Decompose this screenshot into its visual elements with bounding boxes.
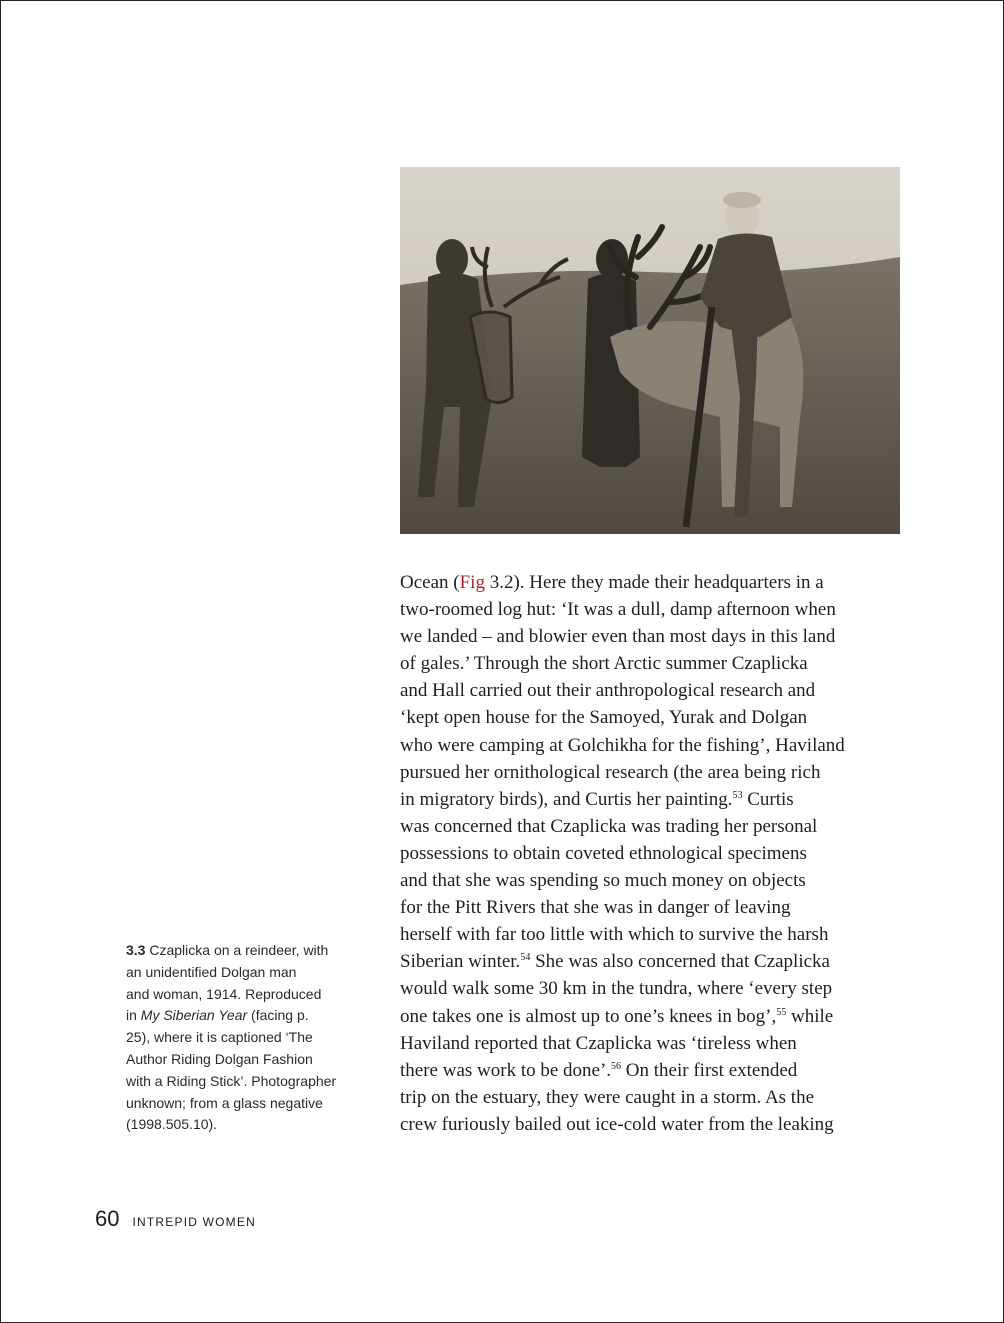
footnote-54-marker[interactable]: 54 [520,952,531,964]
body-line: would walk some 30 km in the tundra, where ‘every step [400,978,833,1000]
body-line: possessions to obtain coveted ethnological specimens [400,842,807,864]
page-number: 60 [95,1206,120,1231]
footnote-55-marker[interactable]: 55 [776,1006,787,1018]
body-line: crew furiously bailed out ice-cold water from the leaking [400,1113,834,1135]
footnote-53-marker[interactable]: 53 [732,789,743,801]
body-line: one takes one is almost up to one’s knees in bog’,$^{55}$ while [400,1005,834,1027]
figure-3-3-photograph [400,167,900,534]
caption-line: an unidentified Dolgan man [126,963,297,980]
book-title: My Siberian Year [140,1007,248,1024]
body-line: pursued her ornithological research (the area being rich [400,761,821,783]
caption-line: 25), where it is captioned ‘The [126,1029,313,1046]
reindeer-photo-image [400,167,900,534]
caption-line: in My Siberian Year (facing p. [126,1007,309,1024]
body-line: who were camping at Golchikha for the fishing’, Haviland [400,734,845,756]
caption-line: with a Riding Stick’. Photographer [126,1072,337,1089]
running-title: INTREPID WOMEN [132,1215,256,1229]
body-line: Ocean (Fig 3.2). Here they made their headquarters in a [400,572,824,593]
body-line: in migratory birds), and Curtis her painting.$^{53}$ Curtis [400,788,794,810]
figure-number: 3.3 [126,942,146,958]
figure-3-2-reference-link[interactable]: Fig [459,572,485,593]
body-line: herself with far too little with which to survive the harsh [400,924,829,946]
body-line: was concerned that Czaplicka was trading her personal [400,815,818,837]
body-line: Haviland reported that Czaplicka was ‘tireless when [400,1032,797,1054]
body-line: Siberian winter.$^{54}$ She was also concerned that Czaplicka [400,951,830,973]
body-line: for the Pitt Rivers that she was in danger of leaving [400,897,791,919]
body-line: two-roomed log hut: ‘It was a dull, damp afternoon when [400,599,836,621]
body-text [400,569,900,1138]
body-line: we landed – and blowier even than most days in this land [400,626,836,648]
footnote-56-marker[interactable]: 56 [611,1060,622,1072]
caption-line: Author Riding Dolgan Fashion [126,1050,313,1067]
body-line: there was work to be done’.$^{56}$ On their first extended [400,1059,798,1081]
body-line: ‘kept open house for the Samoyed, Yurak and Dolgan [400,707,808,729]
page-footer [95,1206,256,1232]
body-line: of gales.’ Through the short Arctic summer Czaplicka [400,653,808,675]
body-line: and Hall carried out their anthropological research and [400,680,816,702]
caption-line: unknown; from a glass negative [126,1094,323,1111]
figure-caption [126,940,361,1136]
caption-line: 3.3 Czaplicka on a reindeer, with [126,942,329,958]
body-line: and that she was spending so much money on objects [400,870,806,892]
caption-line: and woman, 1914. Reproduced [126,985,322,1002]
caption-line: (1998.505.10). [126,1116,218,1133]
body-line: trip on the estuary, they were caught in a storm. As the [400,1086,815,1108]
